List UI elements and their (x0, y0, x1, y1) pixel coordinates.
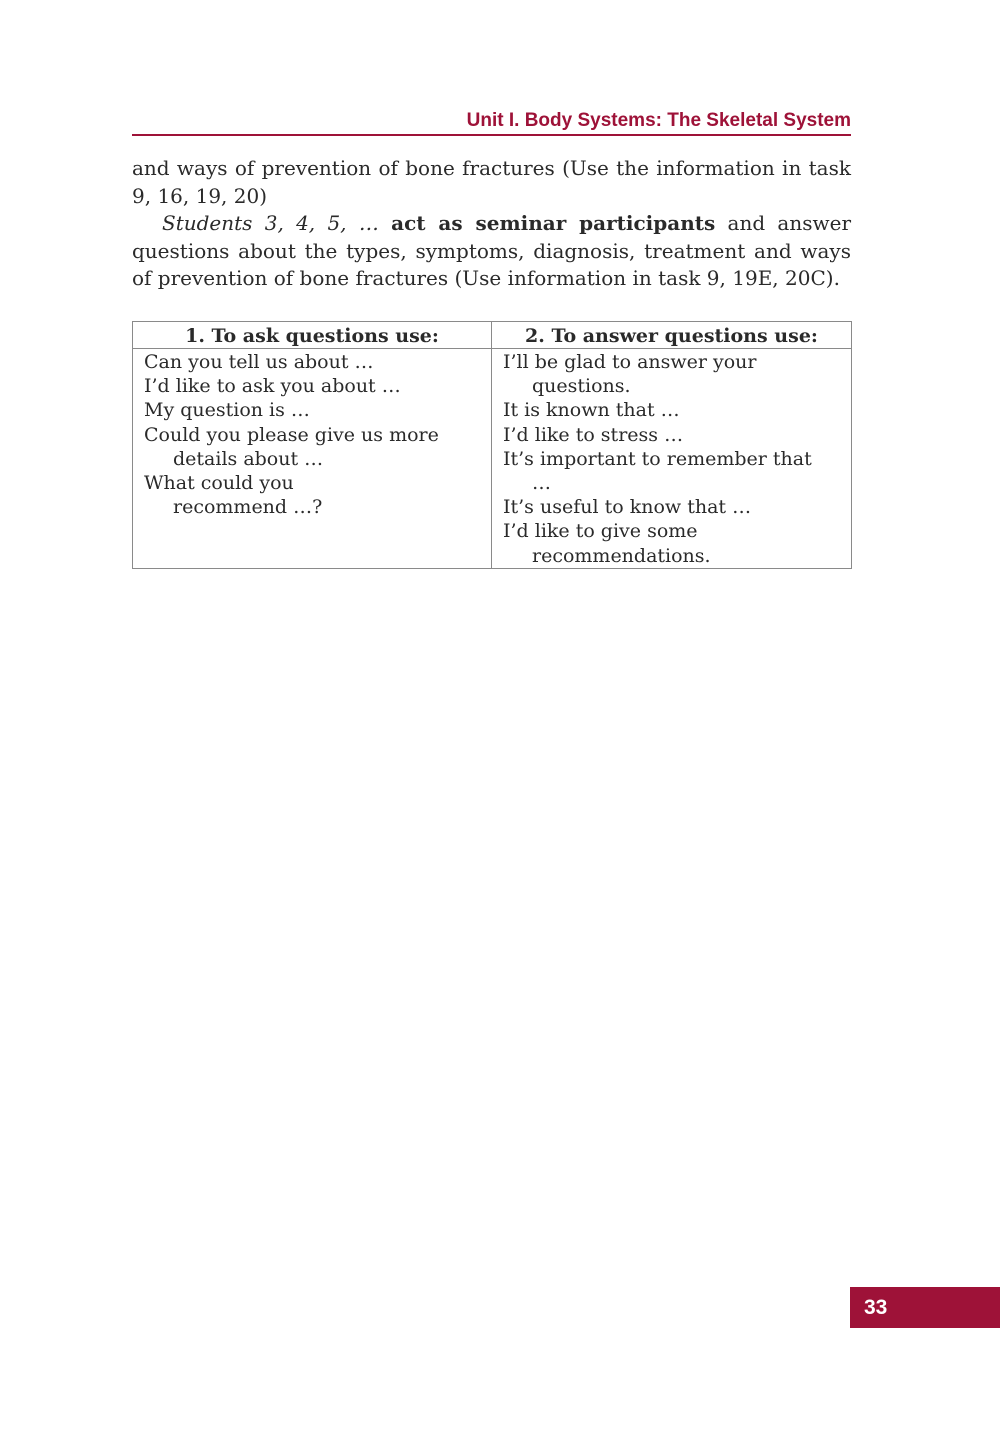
ask-phrase: What could you recommend …? (144, 472, 323, 519)
students-list: Students 3, 4, 5, … (162, 211, 379, 235)
phrases-table (132, 321, 852, 569)
table-header-row (133, 322, 852, 349)
answer-phrase: I’d like to stress … (503, 423, 684, 446)
running-header: Unit I. Body Systems: The Skeletal System (466, 110, 851, 131)
answer-questions-header: 2. To answer questions use: (492, 322, 852, 349)
ask-questions-header: 1. To ask questions use: (133, 322, 492, 349)
ask-phrase: I’d like to ask you about … (144, 375, 401, 398)
table-row (133, 349, 852, 569)
ask-phrase: Could you please give us more details about … (144, 423, 439, 470)
answer-phrase: I’d like to give some recommendations. (503, 520, 711, 567)
role-emphasis: act as seminar participants (391, 211, 716, 235)
answer-phrase: It’s useful to know that … (503, 496, 752, 519)
paragraph-continuation: and ways of prevention of bone fractures (Use the information in task 9, 16, 19, 20) (132, 156, 851, 208)
page-number: 33 (850, 1287, 1000, 1328)
paragraph-rest: and answer questions about the types, symptoms, diagnosis, treatment and ways of prevention of bone fractures (Use information in task 9, 19E, 20C). (132, 211, 852, 290)
answer-phrase: I’ll be glad to answer your questions. (503, 351, 757, 398)
ask-phrase: My question is … (144, 399, 310, 422)
body-text (132, 155, 851, 293)
answer-phrase: It is known that … (503, 399, 680, 422)
ask-phrase: Can you tell us about … (144, 351, 374, 373)
answer-phrase: It’s important to remember that … (503, 447, 812, 495)
answer-phrases-cell (492, 349, 852, 569)
paragraph-seminar-participants (132, 210, 851, 293)
header-divider (132, 134, 851, 136)
ask-phrases-cell (133, 349, 492, 569)
